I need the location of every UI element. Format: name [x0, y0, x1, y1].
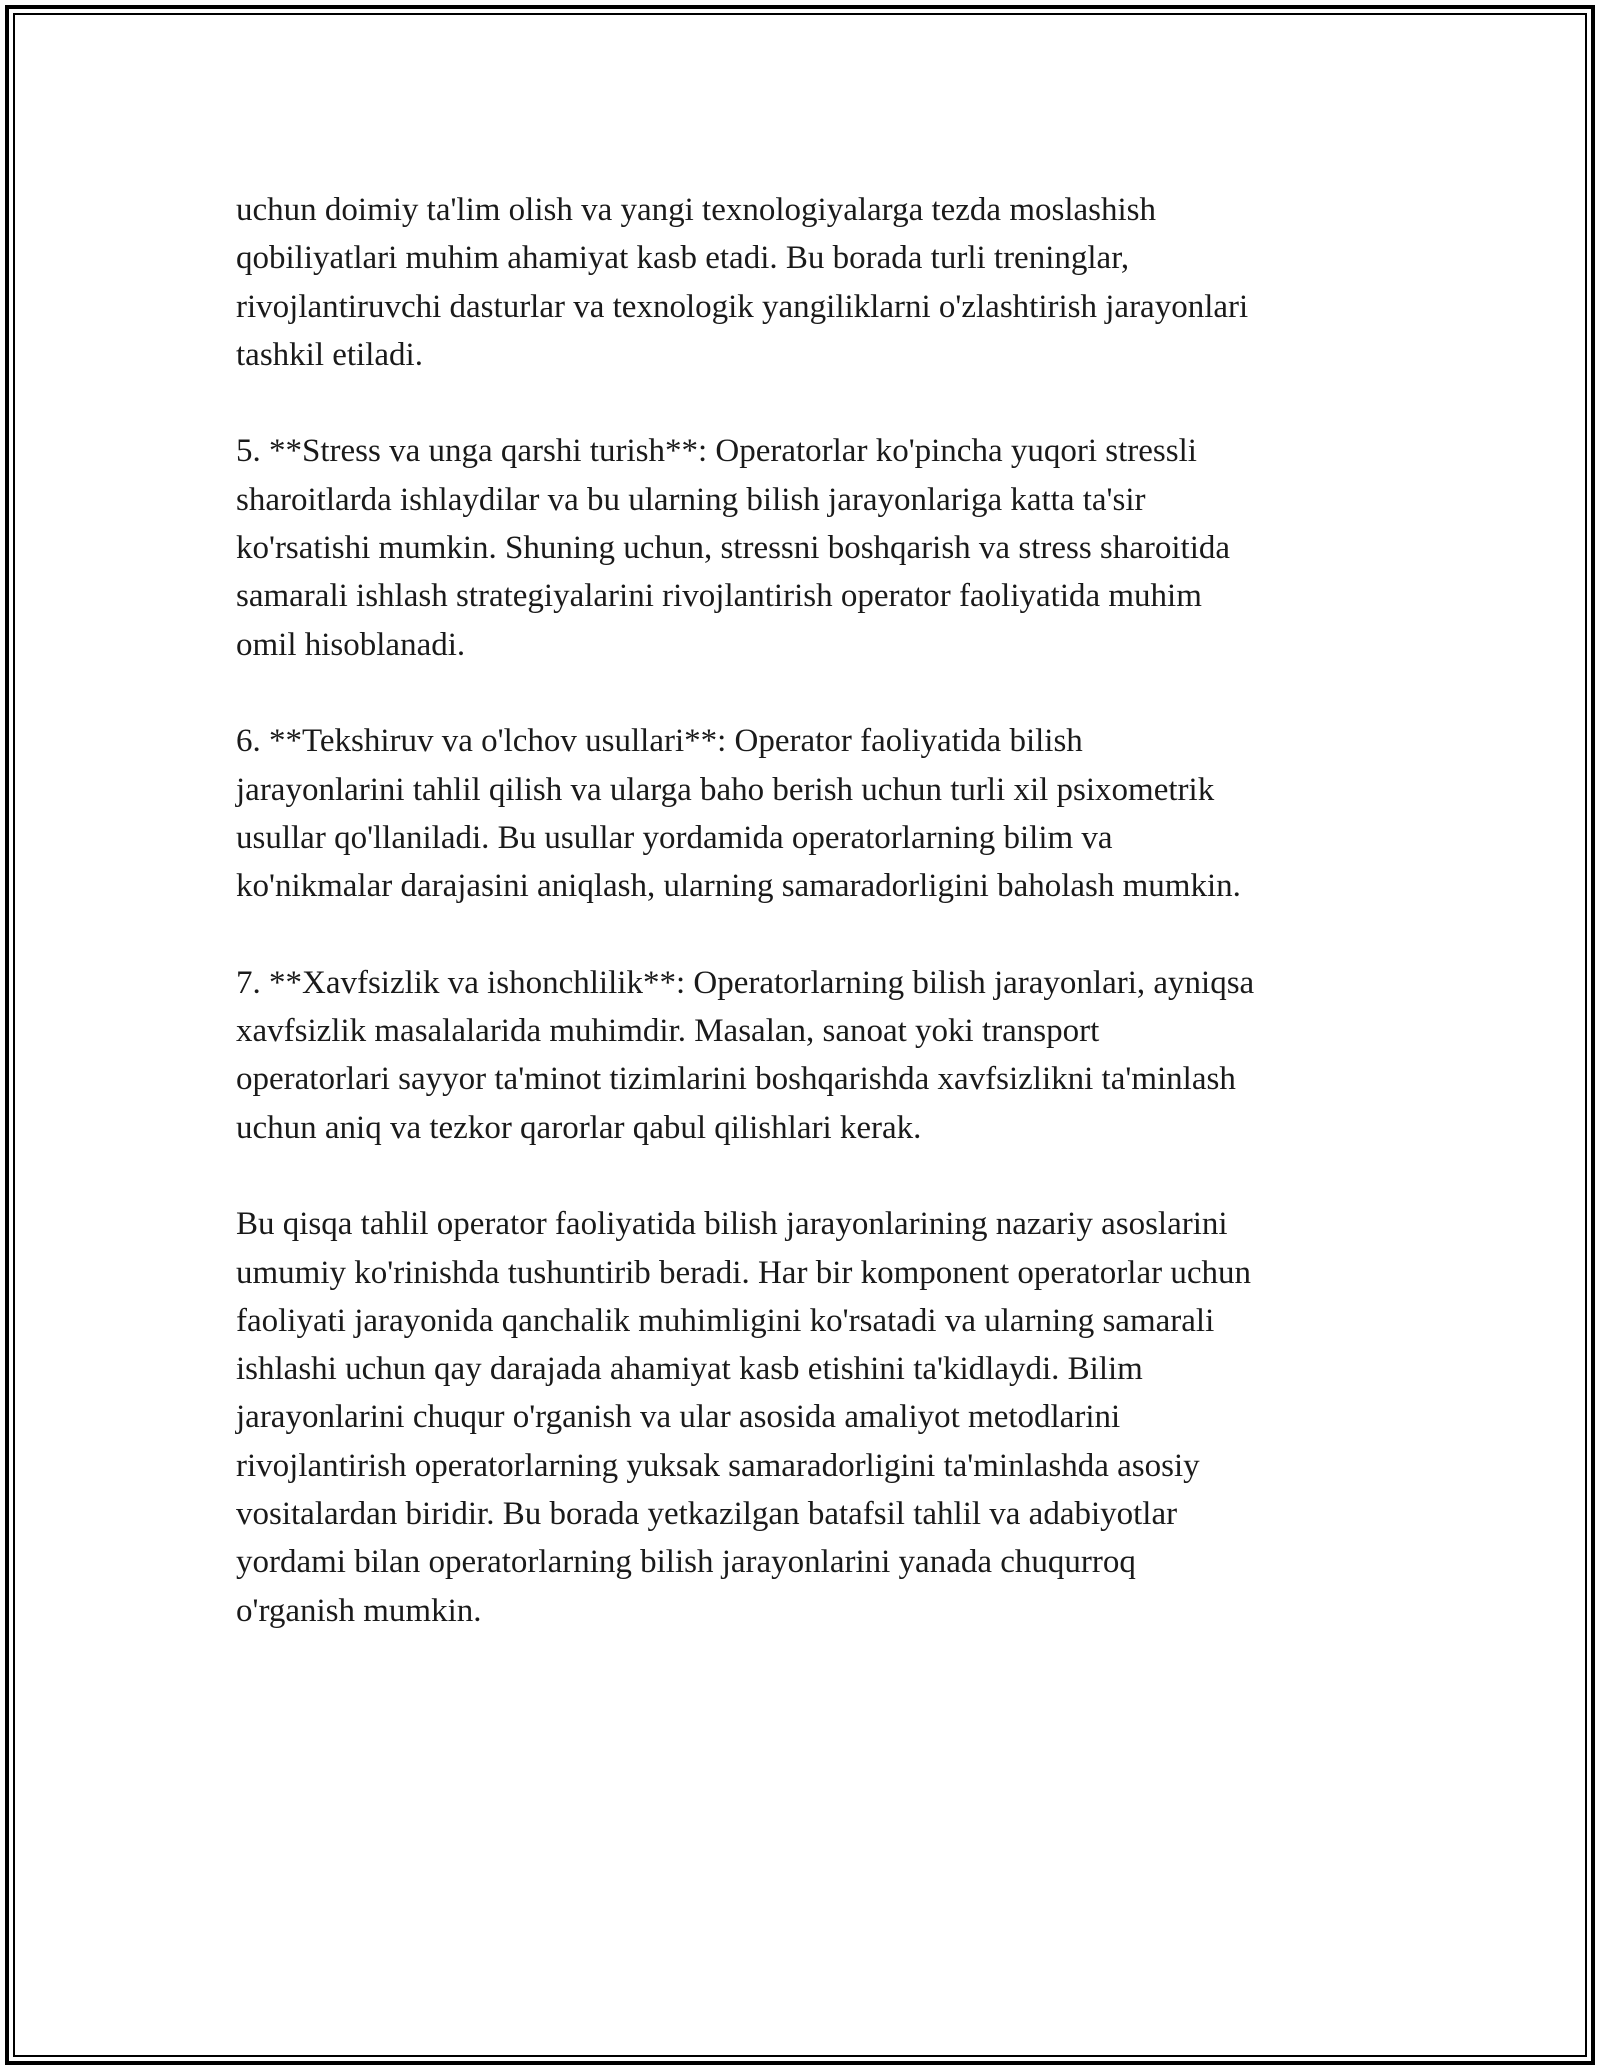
paragraph-item-5 — [236, 427, 1386, 668]
text-line: operatorlari sayyor ta'minot tizimlarini boshqarishda xavfsizlikni ta'minlash — [236, 1061, 1236, 1098]
text-line: rivojlantiruvchi dasturlar va texnologik yangiliklarni o'zlashtirish jarayonlari — [236, 288, 1249, 325]
text-line: o'rganish mumkin. — [236, 1592, 482, 1629]
document-body — [236, 186, 1386, 1683]
paragraph-continuation — [236, 186, 1386, 379]
paragraph-item-6 — [236, 717, 1386, 910]
text-line: jarayonlarini tahlil qilish va ularga baho berish uchun turli xil psixometrik — [236, 771, 1215, 808]
text-line: jarayonlarini chuqur o'rganish va ular asosida amaliyot metodlarini — [236, 1399, 1121, 1436]
paragraph-conclusion — [236, 1200, 1386, 1635]
text-line: 5. **Stress va unga qarshi turish**: Operatorlar ko'pincha yuqori stressli — [236, 433, 1197, 470]
paragraph-item-7 — [236, 959, 1386, 1152]
text-line: ko'nikmalar darajasini aniqlash, ularning samaradorligini baholash mumkin. — [236, 868, 1241, 905]
text-line: xavfsizlik masalalarida muhimdir. Masalan, sanoat yoki transport — [236, 1013, 1100, 1050]
text-line: umumiy ko'rinishda tushuntirib beradi. Har bir komponent operatorlar uchun — [236, 1254, 1251, 1291]
text-line: omil hisoblanadi. — [236, 626, 466, 663]
text-line: uchun doimiy ta'lim olish va yangi texnologiyalarga tezda moslashish — [236, 192, 1157, 228]
text-line: Bu qisqa tahlil operator faoliyatida bilish jarayonlarining nazariy asoslarini — [236, 1206, 1228, 1243]
text-line: ishlashi uchun qay darajada ahamiyat kasb etishini ta'kidlaydi. Bilim — [236, 1351, 1143, 1388]
text-line: vositalardan biridir. Bu borada yetkazilgan batafsil tahlil va adabiyotlar — [236, 1496, 1178, 1533]
text-line: 6. **Tekshiruv va o'lchov usullari**: Operator faoliyatida bilish — [236, 723, 1083, 760]
text-line: rivojlantirish operatorlarning yuksak samaradorligini ta'minlashda asosiy — [236, 1447, 1200, 1484]
text-line: qobiliyatlari muhim ahamiyat kasb etadi. Bu borada turli treninglar, — [236, 240, 1130, 277]
text-line: samarali ishlash strategiyalarini rivojlantirish operator faoliyatida muhim — [236, 578, 1202, 615]
text-line: uchun aniq va tezkor qarorlar qabul qilishlari kerak. — [236, 1109, 922, 1146]
text-line: usullar qo'llaniladi. Bu usullar yordamida operatorlarning bilim va — [236, 819, 1113, 856]
text-line: 7. **Xavfsizlik va ishonchlilik**: Operatorlarning bilish jarayonlari, ayniqsa — [236, 964, 1255, 1001]
text-line: faoliyati jarayonida qanchalik muhimligini ko'rsatadi va ularning samarali — [236, 1302, 1215, 1339]
text-line: sharoitlarda ishlaydilar va bu ularning bilish jarayonlariga katta ta'sir — [236, 481, 1146, 518]
text-line: ko'rsatishi mumkin. Shuning uchun, stressni boshqarish va stress sharoitida — [236, 530, 1231, 567]
text-line: tashkil etiladi. — [236, 336, 423, 373]
text-line: yordami bilan operatorlarning bilish jarayonlarini yanada chuqurroq — [236, 1544, 1136, 1581]
